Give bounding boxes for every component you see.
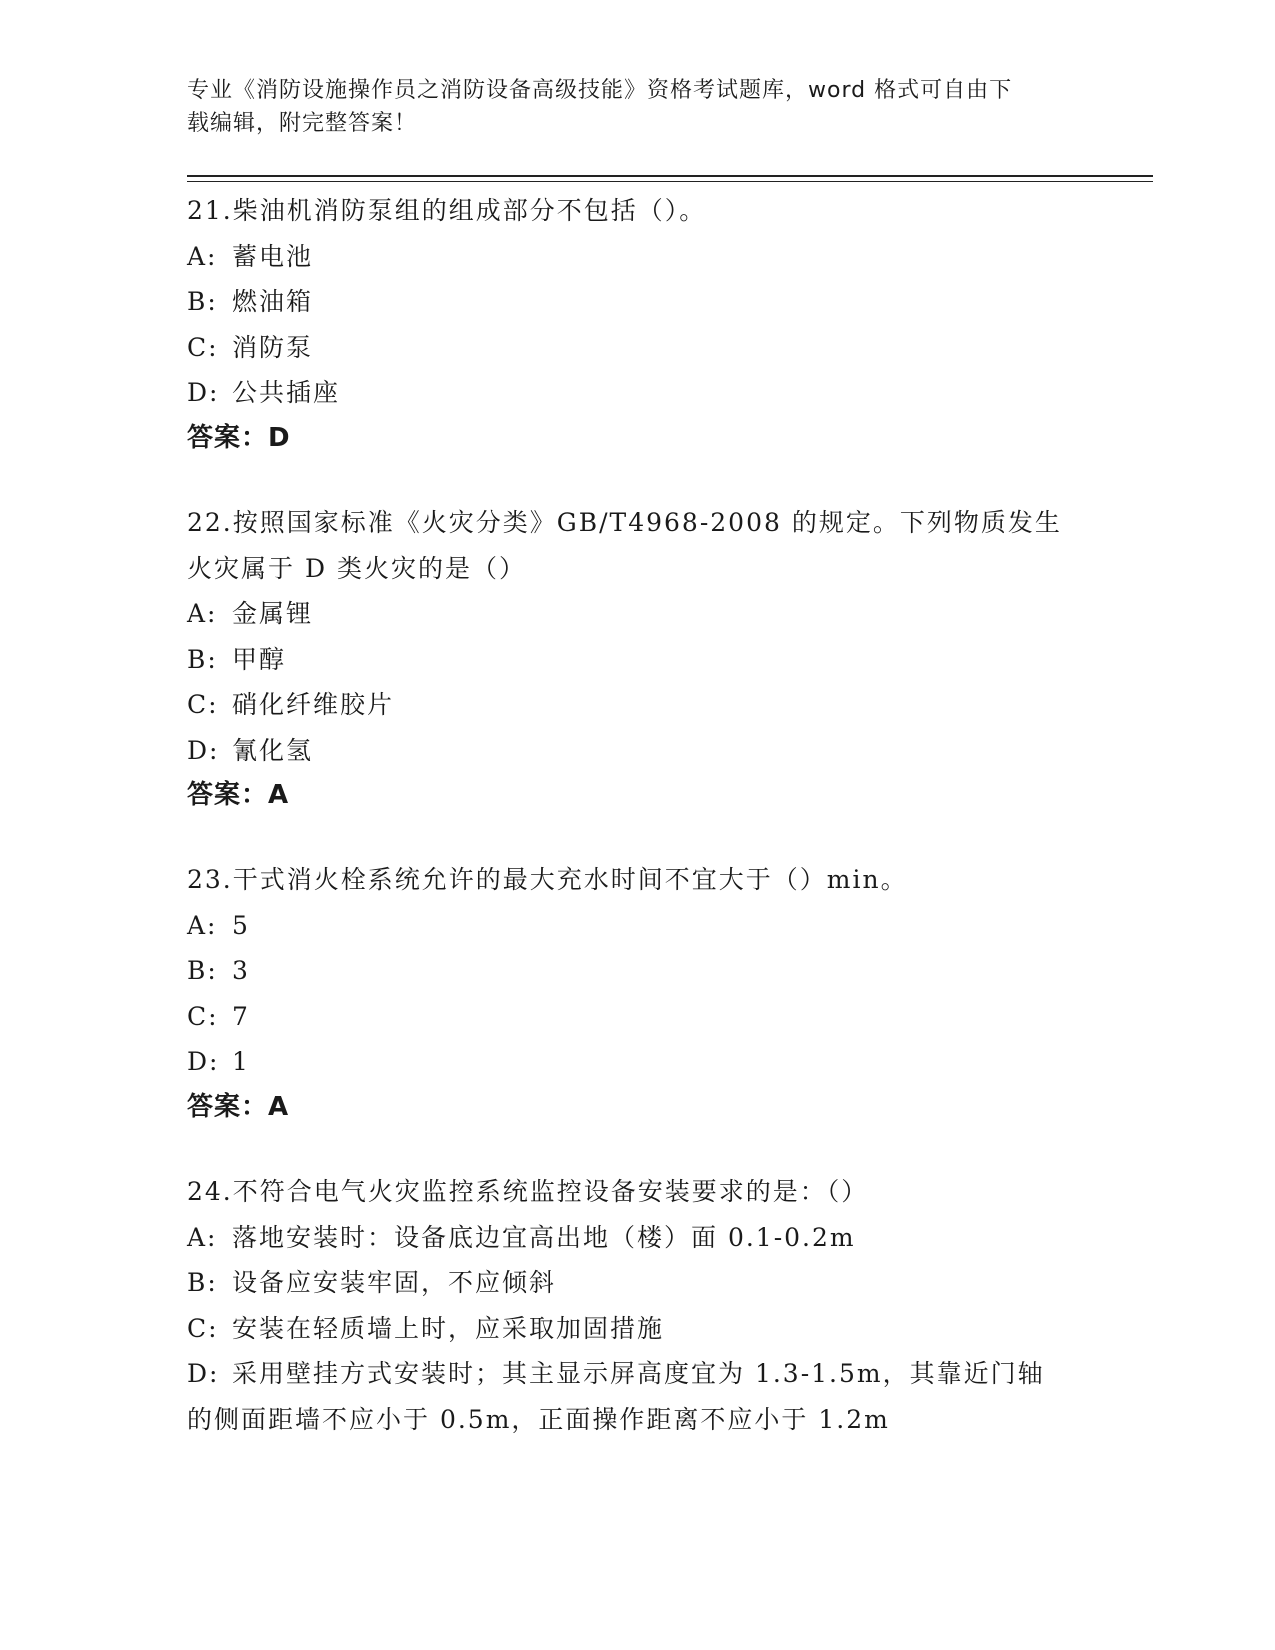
question-stem: 23.干式消火栓系统允许的最大充水时间不宜大于（）min。 (187, 865, 908, 894)
option-letter: C: (187, 690, 219, 719)
option-letter: B: (187, 956, 218, 985)
header-line-1: 专业《消防设施操作员之消防设备高级技能》资格考试题库，word 格式可自由下 (187, 78, 1013, 103)
option-text: 硝化纤维胶片 (232, 690, 395, 719)
option-letter: D: (187, 1359, 220, 1388)
option-b (187, 637, 1087, 683)
option-text: 5 (232, 910, 250, 940)
question-stem-continued: 火灾属于 D 类火灾的是（） (187, 553, 526, 583)
option-a (187, 591, 1087, 637)
option-text: 氰化氢 (232, 735, 314, 765)
option-c (187, 682, 1087, 728)
option-text: 3 (232, 956, 250, 985)
option-b (187, 1260, 1087, 1306)
option-text: 落地安装时：设备底边宜高出地（楼）面 0.1-0.2m (232, 1222, 856, 1252)
option-text: 安装在轻质墙上时，应采取加固措施 (232, 1313, 665, 1343)
option-a (187, 903, 1087, 949)
option-a (187, 1215, 1087, 1261)
document-header (187, 74, 1067, 140)
option-letter: C: (187, 1313, 219, 1343)
option-c (187, 325, 1087, 371)
option-letter: D: (187, 378, 220, 407)
option-text: 蓄电池 (232, 241, 314, 271)
option-letter: C: (187, 1001, 219, 1031)
option-c (187, 994, 1087, 1040)
answer: 答案：A (187, 1091, 290, 1122)
question-22 (187, 500, 1087, 819)
option-d (187, 728, 1087, 774)
option-a (187, 234, 1087, 280)
option-text: 消防泵 (232, 332, 314, 362)
option-b (187, 948, 1087, 994)
option-letter: A: (187, 599, 218, 628)
answer: 答案：A (187, 780, 290, 810)
option-letter: D: (187, 735, 220, 765)
question-stem: 22.按照国家标准《火灾分类》GB/T4968-2008 的规定。下列物质发生 (187, 508, 1062, 537)
option-d (187, 1039, 1087, 1085)
header-divider (187, 175, 1153, 177)
option-letter: B: (187, 644, 218, 674)
option-text: 设备应安装牢固，不应倾斜 (232, 1268, 557, 1297)
question-stem: 24.不符合电气火灾监控系统监控设备安装要求的是：（） (187, 1177, 869, 1206)
option-text: 甲醇 (232, 644, 287, 674)
option-c (187, 1306, 1087, 1352)
question-stem: 21.柴油机消防泵组的组成部分不包括（）。 (187, 196, 707, 225)
option-text: 公共插座 (232, 378, 341, 407)
option-d (187, 1351, 1087, 1397)
option-text: 金属锂 (232, 599, 314, 628)
option-letter: B: (187, 287, 218, 316)
header-line-2: 载编辑，附完整答案！ (187, 111, 418, 136)
option-letter: C: (187, 332, 219, 362)
option-d (187, 370, 1087, 416)
question-23 (187, 857, 1087, 1130)
option-letter: A: (187, 241, 218, 271)
header-divider-thin (187, 181, 1153, 182)
option-text: 燃油箱 (232, 287, 314, 316)
option-letter: B: (187, 1268, 218, 1297)
option-text: 7 (232, 1001, 250, 1031)
option-text: 1 (232, 1047, 250, 1076)
option-text: 采用壁挂方式安装时；其主显示屏高度宜为 1.3-1.5m，其靠近门轴 (232, 1359, 1045, 1388)
option-letter: A: (187, 1222, 218, 1252)
option-b (187, 279, 1087, 325)
question-24 (187, 1169, 1087, 1442)
question-21 (187, 188, 1087, 461)
option-d-continued: 的侧面距墙不应小于 0.5m，正面操作距离不应小于 1.2m (187, 1404, 890, 1434)
option-letter: A: (187, 910, 218, 940)
answer: 答案：D (187, 422, 291, 453)
option-letter: D: (187, 1047, 220, 1076)
